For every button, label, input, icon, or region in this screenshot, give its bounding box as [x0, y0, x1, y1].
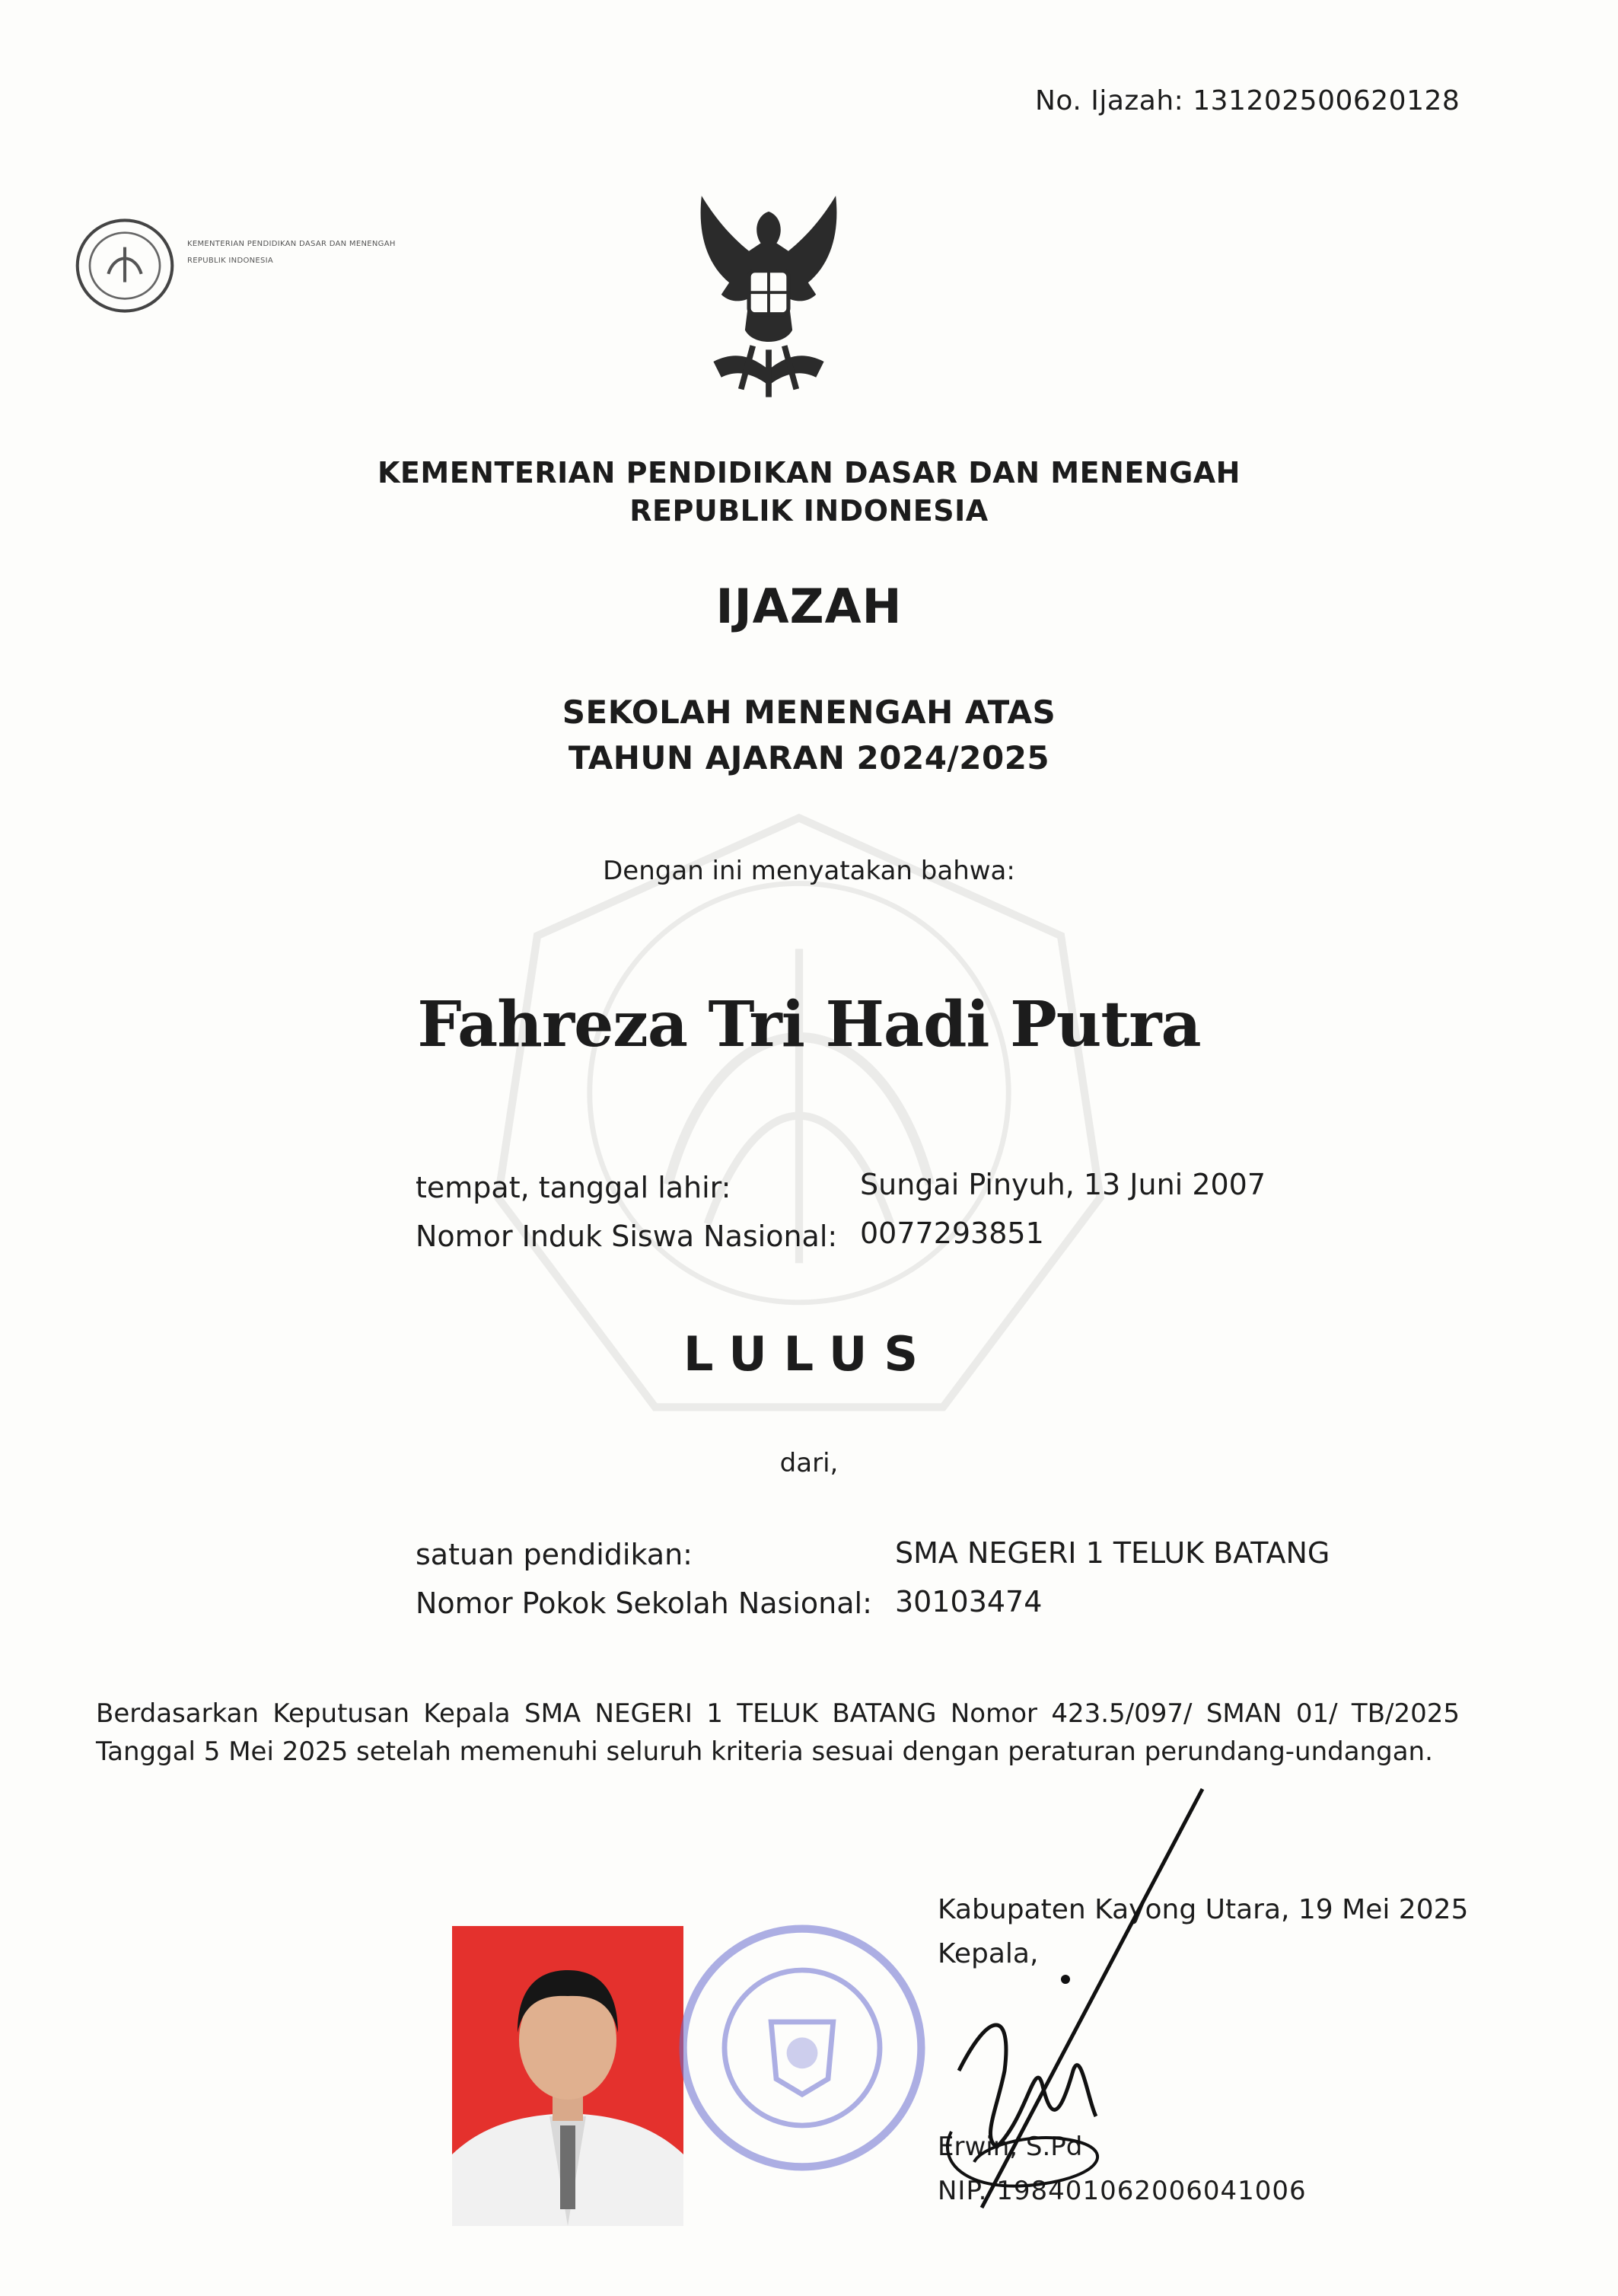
- intro-statement: Dengan ini menyatakan bahwa:: [603, 856, 1015, 886]
- logo-caption-line2: REPUBLIK INDONESIA: [187, 257, 274, 265]
- nisn-label: Nomor Induk Siswa Nasional:: [416, 1220, 838, 1253]
- ministry-title-line1: KEMENTERIAN PENDIDIKAN DASAR DAN MENENGAH: [377, 456, 1241, 489]
- student-photo: [452, 1926, 683, 2226]
- ministry-logo-icon: [73, 216, 177, 315]
- npsn-label: Nomor Pokok Sekolah Nasional:: [416, 1586, 872, 1620]
- certificate-number: No. Ijazah: 131202500620128: [1035, 85, 1460, 116]
- signer-nip: NIP. 198401062006041006: [938, 2176, 1307, 2206]
- from-label: dari,: [779, 1448, 839, 1478]
- logo-caption: [187, 236, 396, 269]
- decree-basis: Berdasarkan Keputusan Kepala SMA NEGERI 1 TELUK BATANG Nomor 423.5/097/ SMAN 01/ TB/2025 Tanggal 5 Mei 2025 setelah memenuhi seluruh kriteria sesuai dengan peraturan perundang-undangan.: [96, 1698, 1460, 1767]
- school-level-name: SEKOLAH MENENGAH ATAS: [562, 694, 1056, 731]
- logo-caption-line1: KEMENTERIAN PENDIDIKAN DASAR DAN MENENGAH: [187, 240, 396, 248]
- signer-name: Erwin, S.Pd: [938, 2132, 1083, 2162]
- school-unit-value: SMA NEGERI 1 TELUK BATANG: [895, 1536, 1330, 1570]
- nisn-value: 0077293851: [860, 1217, 1044, 1250]
- student-name: Fahreza Tri Hadi Putra: [417, 988, 1201, 1061]
- graduation-status: LULUS: [683, 1326, 935, 1382]
- document-title: IJAZAH: [715, 579, 903, 634]
- garuda-emblem-icon: [670, 192, 868, 405]
- birth-label: tempat, tanggal lahir:: [416, 1171, 731, 1204]
- academic-year: TAHUN AJARAN 2024/2025: [568, 739, 1050, 776]
- npsn-value: 30103474: [895, 1585, 1043, 1618]
- signing-place-date: Kabupaten Kayong Utara, 19 Mei 2025: [938, 1894, 1469, 1925]
- ministry-title: [0, 454, 1618, 530]
- birth-value: Sungai Pinyuh, 13 Juni 2007: [860, 1168, 1266, 1201]
- ministry-title-line2: REPUBLIK INDONESIA: [629, 494, 989, 528]
- student-portrait-icon: [452, 1926, 683, 2226]
- school-unit-label: satuan pendidikan:: [416, 1538, 693, 1571]
- school-level: [0, 690, 1618, 781]
- signer-title: Kepala,: [938, 1938, 1039, 1969]
- handwritten-signature: [883, 1781, 1294, 2238]
